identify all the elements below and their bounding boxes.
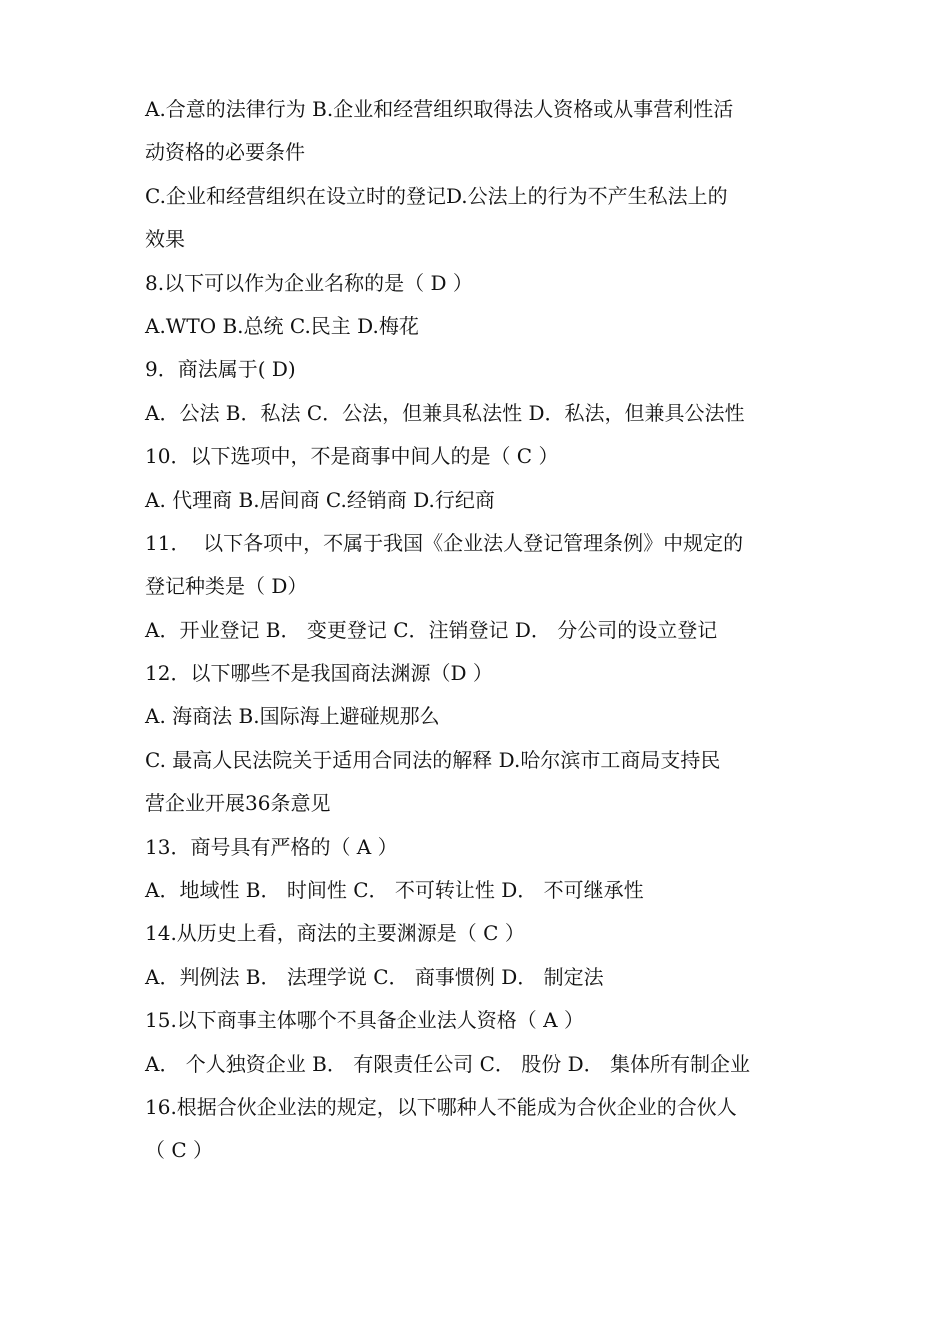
question-12-options-cont: 营企业开展36条意见 xyxy=(145,791,331,816)
question-16-answer: （ C ） xyxy=(145,1138,214,1163)
question-9-options: A．公法 B．私法 C．公法，但兼具私法性 D．私法，但兼具公法性 xyxy=(145,400,745,425)
question-15-options: A． 个人独资企业 B． 有限责任公司 C． 股份 D． 集体所有制企业 xyxy=(145,1051,750,1076)
text-line: 动资格的必要条件 xyxy=(145,140,305,165)
text-line: A.合意的法律行为 B.企业和经营组织取得法人资格或从事营利性活 xyxy=(145,97,734,121)
question-14: 14.从历史上看，商法的主要渊源是（ C ） xyxy=(145,921,525,946)
question-11-cont: 登记种类是（ D） xyxy=(145,574,308,599)
question-11: 11． 以下各项中，不属于我国《企业法人登记管理条例》中规定的 xyxy=(145,530,744,555)
question-16: 16.根据合伙企业法的规定，以下哪种人不能成为合伙企业的合伙人 xyxy=(145,1094,737,1119)
question-10-options: A. 代理商 B.居间商 C.经销商 D.行纪商 xyxy=(145,487,495,512)
question-8: 8.以下可以作为企业名称的是（ D ） xyxy=(145,270,473,295)
question-11-options: A．开业登记 B． 变更登记 C．注销登记 D． 分公司的设立登记 xyxy=(145,617,718,642)
question-8-options: A.WTO B.总统 C.民主 D.梅花 xyxy=(145,313,419,338)
question-14-options: A．判例法 B． 法理学说 C． 商事惯例 D． 制定法 xyxy=(145,964,604,989)
question-13: 13．商号具有严格的（ A ） xyxy=(145,834,398,859)
question-12-options-ab: A. 海商法 B.国际海上避碰规那么 xyxy=(145,704,440,729)
question-12-options-cd: C. 最高人民法院关于适用合同法的解释 D.哈尔滨市工商局支持民 xyxy=(145,747,721,772)
question-9: 9．商法属于( D) xyxy=(145,357,296,382)
question-13-options: A．地域性 B． 时间性 C． 不可转让性 D． 不可继承性 xyxy=(145,878,644,903)
question-15: 15.以下商事主体哪个不具备企业法人资格（ A ） xyxy=(145,1008,584,1033)
document-body xyxy=(145,88,825,1173)
question-12: 12．以下哪些不是我国商法渊源（D ） xyxy=(145,661,493,686)
question-10: 10．以下选项中，不是商事中间人的是（ C ） xyxy=(145,444,559,469)
text-line: 效果 xyxy=(145,227,185,252)
text-line: C.企业和经营组织在设立时的登记D.公法上的行为不产生私法上的 xyxy=(145,183,728,208)
